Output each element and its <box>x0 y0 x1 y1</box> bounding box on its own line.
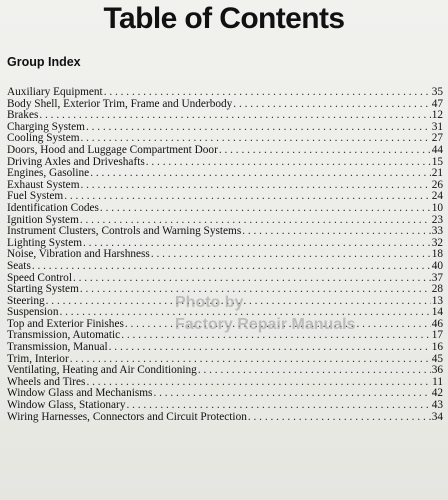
toc-entry-label: Noise, Vibration and Harshness <box>7 248 150 261</box>
toc-leader-dots <box>219 145 431 157</box>
toc-entry-label: Body Shell, Exterior Trim, Frame and Underbody <box>7 97 233 110</box>
toc-entry-label: Exhaust System <box>7 178 80 191</box>
toc-entry-label: Cooling System <box>7 132 80 145</box>
toc-leader-dots <box>39 110 430 122</box>
toc-entry-label: Charging System <box>7 120 85 133</box>
toc-entry-page: 11 <box>432 375 443 388</box>
toc-entry-label: Starting System <box>7 283 79 296</box>
toc-entry-page: 13 <box>431 294 443 307</box>
toc-leader-dots <box>80 284 431 296</box>
toc-leader-dots <box>233 99 430 111</box>
toc-entry-page: 27 <box>431 132 443 145</box>
toc-list <box>7 87 443 423</box>
toc-entry-page: 42 <box>431 387 443 400</box>
toc-entry-label: Wiring Harnesses, Connectors and Circuit Protection <box>7 410 247 423</box>
toc-entry-label: Top and Exterior Finishes <box>7 317 124 330</box>
toc-entry-page: 28 <box>431 283 443 296</box>
toc-leader-dots <box>125 319 431 331</box>
toc-entry-page: 44 <box>431 143 443 156</box>
toc-entry-page: 36 <box>431 364 443 377</box>
toc-entry-page: 12 <box>431 109 443 122</box>
toc-entry-page: 46 <box>431 317 443 330</box>
toc-entry <box>7 412 443 424</box>
toc-entry-page: 23 <box>431 213 443 226</box>
toc-entry-page: 35 <box>431 86 443 98</box>
toc-leader-dots <box>104 87 431 99</box>
toc-entry <box>7 99 443 111</box>
toc-entry-page: 31 <box>431 120 443 133</box>
toc-leader-dots <box>242 226 430 238</box>
toc-entry-label: Engines, Gasoline <box>7 167 90 180</box>
toc-leader-dots <box>109 342 431 354</box>
toc-entry <box>7 226 443 238</box>
toc-entry-label: Trim, Interior <box>7 352 69 365</box>
watermark-line-1: Photo by <box>175 294 244 311</box>
toc-entry-page: 33 <box>431 225 443 238</box>
toc-entry-label: Speed Control <box>7 271 72 284</box>
toc-leader-dots <box>46 296 431 308</box>
toc-entry-label: Identification Codes <box>7 201 99 214</box>
toc-entry <box>7 145 443 157</box>
toc-entry-label: Ignition System <box>7 213 79 226</box>
toc-entry-label: Instrument Clusters, Controls and Warning Systems <box>7 225 242 238</box>
page-title: Table of Contents <box>103 2 345 35</box>
toc-entry-page: 34 <box>431 410 443 423</box>
toc-leader-dots <box>121 330 431 342</box>
toc-entry-page: 40 <box>431 259 443 272</box>
toc-entry-page: 18 <box>431 248 443 261</box>
toc-entry <box>7 342 443 354</box>
toc-entry-label: Window Glass and Mechanisms <box>7 387 153 400</box>
toc-entry <box>7 180 443 192</box>
toc-entry-label: Transmission, Automatic <box>7 329 121 342</box>
toc-leader-dots <box>100 203 431 215</box>
toc-entry <box>7 203 443 215</box>
toc-entry-label: Fuel System <box>7 190 64 203</box>
toc-entry-page: 17 <box>431 329 443 342</box>
toc-entry-page: 26 <box>431 178 443 191</box>
toc-entry-page: 45 <box>431 352 443 365</box>
toc-leader-dots <box>126 400 430 412</box>
toc-entry <box>7 168 443 180</box>
toc-entry <box>7 249 443 261</box>
toc-leader-dots <box>64 191 431 203</box>
toc-leader-dots <box>146 157 431 169</box>
toc-entry-label: Transmission, Manual <box>7 341 108 354</box>
toc-entry <box>7 296 443 308</box>
toc-entry-label: Window Glass, Stationary <box>7 399 126 412</box>
group-index-heading: Group Index <box>7 55 81 69</box>
toc-entry-page: 14 <box>431 306 443 319</box>
toc-entry-page: 15 <box>431 155 443 168</box>
toc-leader-dots <box>248 412 431 424</box>
toc-entry <box>7 87 443 99</box>
toc-leader-dots <box>153 388 430 400</box>
toc-leader-dots <box>90 168 431 180</box>
toc-entry-label: Lighting System <box>7 236 83 249</box>
toc-entry <box>7 400 443 412</box>
watermark-line-2: Factory Repair Manuals <box>175 316 356 333</box>
toc-entry-page: 10 <box>431 201 443 214</box>
toc-leader-dots <box>86 122 431 134</box>
toc-leader-dots <box>198 365 431 377</box>
toc-entry-label: Wheels and Tires <box>7 375 86 388</box>
toc-entry-label: Steering <box>7 294 45 307</box>
toc-entry-label: Brakes <box>7 109 39 122</box>
toc-entry-page: 43 <box>431 399 443 412</box>
toc-entry-label: Seats <box>7 259 31 272</box>
toc-entry-page: 24 <box>431 190 443 203</box>
toc-entry-label: Suspension <box>7 306 59 319</box>
toc-entry <box>7 261 443 273</box>
toc-entry-label: Auxiliary Equipment <box>7 86 103 98</box>
toc-entry-page: 32 <box>431 236 443 249</box>
toc-entry-page: 37 <box>431 271 443 284</box>
toc-entry-label: Driving Axles and Driveshafts <box>7 155 145 168</box>
toc-entry-page: 16 <box>431 341 443 354</box>
toc-entry-label: Ventilating, Heating and Air Conditioning <box>7 364 197 377</box>
toc-leader-dots <box>32 261 431 273</box>
toc-leader-dots <box>81 180 431 192</box>
toc-leader-dots <box>151 249 431 261</box>
toc-entry-page: 21 <box>431 167 443 180</box>
toc-entry-label: Doors, Hood and Luggage Compartment Door <box>7 143 218 156</box>
toc-entry-page: 47 <box>431 97 443 110</box>
toc-entry <box>7 284 443 296</box>
toc-leader-dots <box>73 273 431 285</box>
